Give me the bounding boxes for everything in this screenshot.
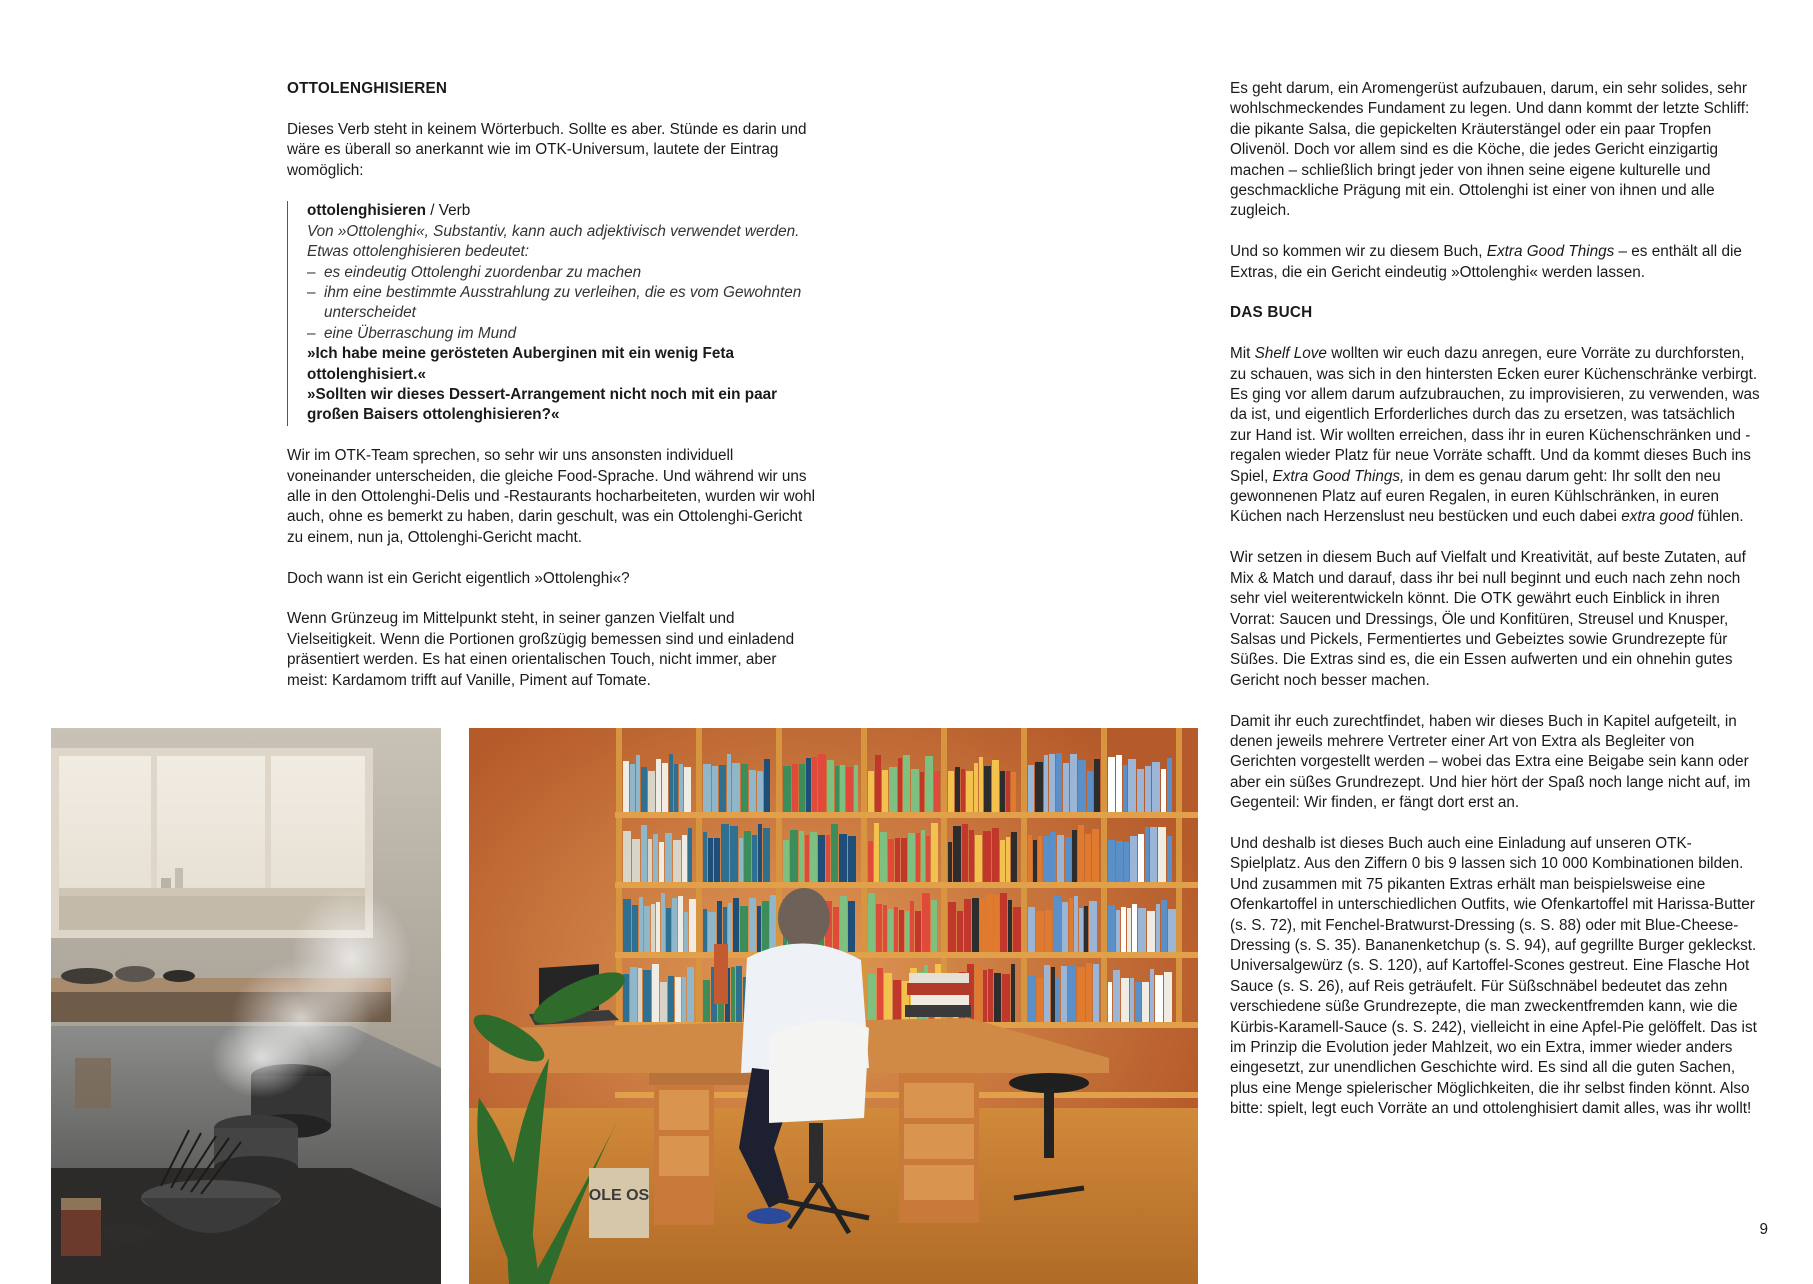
shelf-book — [661, 893, 665, 952]
shelf-book — [1084, 906, 1088, 952]
shelf-book — [703, 980, 710, 1022]
body-paragraph: Wenn Grünzeug im Mittelpunkt steht, in seiner ganzen Vielfalt und Vielseitigkeit. Wenn die Portionen großzügig bemessen sind und einladend präsentiert werden. Es hat einen orientalischen Touch, nicht immer, aber meist: Kardamom trifft auf Vanille, Piment auf Tomate. — [287, 610, 795, 689]
shelf-book — [732, 763, 740, 812]
shelf-book — [1167, 758, 1172, 812]
office-library-photo — [469, 728, 1198, 1284]
shelf-book — [1108, 840, 1115, 882]
shelf-book — [880, 832, 887, 882]
shelf-book — [1028, 835, 1032, 882]
shelf-book — [854, 765, 858, 812]
shelf-book — [877, 968, 883, 1022]
shelf-book — [1044, 965, 1050, 1022]
shelf-book — [916, 833, 920, 882]
shelf-book — [630, 967, 637, 1022]
kitchen-photo — [51, 728, 441, 1284]
shelf-book — [1145, 827, 1149, 882]
shelf-book — [888, 909, 893, 952]
shelf-book — [1056, 753, 1062, 812]
shelf-book — [1077, 967, 1085, 1022]
shelf-book — [799, 831, 804, 882]
shelf-book — [758, 824, 762, 882]
shelf-book — [876, 904, 882, 952]
shelf-book — [1161, 769, 1166, 812]
shelf-book — [972, 898, 979, 952]
shelf-book — [1033, 840, 1037, 882]
shelf-book — [783, 766, 791, 812]
shelf-book — [1011, 964, 1015, 1022]
shelf-book — [833, 907, 839, 952]
shelf-book — [749, 770, 756, 812]
shelf-book — [1150, 827, 1157, 882]
shelf-book — [888, 839, 894, 882]
shelf-book — [656, 759, 661, 812]
book-title-italic: Extra Good Things — [1486, 243, 1615, 261]
shelf-book — [1011, 772, 1016, 812]
shelf-book — [641, 825, 647, 882]
shelf-book — [1053, 896, 1061, 952]
shelf-book — [1164, 972, 1172, 1022]
shelf-book — [1013, 907, 1021, 952]
text-run: wollten wir euch dazu anregen, eure Vorräte zu durchforsten, zu schauen, was sich in den hintersten Ecken eurer Küchenschränke verbirgt. Es ging vor allem darum aufzubrauchen, zu improvisieren, zu verwenden, was da ist, und eigentlich Erforderliches durch das zu ersetzen, was tatsächlich zur Hand ist. Wir wollten erreichen, dass ihr in euren Küchenschränken und -regalen wieder Platz für neue Vorräte schafft. Und da kommt dieses Buch ins Spiel, — [1230, 345, 1760, 485]
body-paragraph: Und deshalb ist dieses Buch auch eine Einladung auf unseren OTK-Spielplatz. Aus den Ziffern 0 bis 9 lassen sich 10 000 Kombinationen bilden. Und zusammen mit 75 pikanten Extras erhält man beispielsweise eine Ofenkartoffel in unterschiedlichen Outfits, wie Ofenkartoffel mit Harissa-Butter (s. S. 72), mit Fenchel-Bratwurst-Dressing (s. S. 88) oder mit Blue-Cheese-Dressing (s. S. 35). Bananenketchup (s. S. 94), auf gegrillte Burger gekleckst. Universalgewürz (s. S. 120), auf Kartoffel-Scones gestreut. Eine Flasche Hot Sauce (s. S. 26), auf Reis geträufelt. Für Süßschnäbel bedeutet das zehn verschiedene süße Grundrezepte, die man zweckentfremden kann, wie die Kürbis-Karamell-Sauce (s. S. 242), vielleicht in eine Apfel-Pie gelöffelt. Das ist im Prinzip die Evolution jeder Mahlzeit, wo ein Extra, immer wieder anders eingesetzt, zur unendlichen Geschichte wird. Es sind all die guten Sachen, plus eine Menge spielerischer Möglichkeiten, die ihr selbst finden könnt. Also bitte: spielt, legt euch Vorräte an und ottolenghisiert damit alles, was ihr wollt! — [1230, 834, 1757, 1118]
entry-word-class: / Verb — [425, 202, 471, 220]
shelf-book — [1161, 900, 1167, 952]
shelf-book — [703, 764, 711, 812]
shelf-book — [1006, 837, 1010, 882]
shelf-book — [703, 832, 707, 882]
emphasis-italic: extra good — [1621, 508, 1694, 526]
shelf-book — [840, 896, 847, 952]
shelf-book — [1079, 908, 1083, 952]
shelf-book — [810, 832, 817, 882]
shelf-book — [1000, 771, 1005, 812]
entry-meaning: – es eindeutig Ottolenghi zuordenbar zu machen — [307, 263, 817, 283]
shelf-book — [660, 982, 667, 1022]
shelf-book — [674, 764, 678, 812]
shelf-book — [636, 755, 640, 812]
shelf-book — [839, 834, 847, 882]
shelf-book — [1002, 974, 1010, 1022]
shelf-book — [1006, 771, 1010, 812]
shelf-book — [799, 764, 805, 812]
shelf-book — [908, 833, 915, 882]
shelf-book — [749, 898, 756, 952]
shelf-board — [615, 882, 1198, 888]
shelf-book — [812, 757, 817, 812]
shelf-book — [1138, 908, 1146, 952]
shelf-book — [623, 831, 631, 882]
shelf-book — [744, 831, 751, 882]
shelf-book — [1062, 902, 1068, 952]
body-paragraph — [1230, 242, 1760, 283]
shelf-book — [848, 836, 856, 882]
shelf-book — [806, 758, 811, 812]
shelf-book — [934, 771, 940, 812]
left-text-column — [287, 79, 817, 712]
shelf-book — [1108, 905, 1115, 952]
text-run: Mit — [1230, 345, 1255, 363]
entry-term: ottolenghisieren — [307, 202, 426, 220]
entry-term-line — [307, 201, 817, 221]
book-title-italic: Extra Good Things, — [1272, 467, 1405, 485]
shelf-book — [994, 895, 999, 952]
shelf-book — [974, 763, 978, 812]
shelf-book — [901, 838, 907, 882]
shelf-book — [1113, 970, 1120, 1022]
shelf-book — [1132, 904, 1137, 952]
shelf-book — [682, 835, 687, 882]
shelf-book — [1070, 754, 1077, 812]
shelf-book — [915, 911, 921, 952]
shelf-book — [741, 764, 748, 812]
shelf-board — [615, 952, 1198, 958]
shelf-book — [953, 826, 961, 882]
shelf-book — [903, 755, 910, 812]
text-run: Und so kommen wir zu diesem Buch, — [1230, 243, 1487, 261]
shelf-book — [712, 766, 718, 812]
body-paragraph: Doch wann ist ein Gericht eigentlich »Ottolenghi«? — [287, 569, 630, 587]
shelf-book — [1056, 977, 1060, 1022]
shelf-book — [1093, 964, 1099, 1022]
shelf-book — [763, 828, 770, 882]
shelf-book — [883, 905, 887, 952]
shelf-book — [757, 771, 763, 812]
shelf-book — [653, 834, 658, 882]
shelf-book — [868, 974, 876, 1022]
shelf-book — [1142, 982, 1149, 1022]
shelf-book — [1045, 910, 1052, 952]
shelf-book — [1050, 832, 1056, 882]
shelf-book — [638, 968, 642, 1022]
shelf-book — [910, 901, 914, 952]
shelf-book — [922, 893, 930, 952]
shelf-book — [1152, 762, 1160, 812]
shelf-book — [708, 838, 713, 882]
right-text-column — [1230, 79, 1760, 1140]
shelf-book — [790, 830, 798, 882]
shelf-book — [648, 771, 655, 812]
text-run: – es enthält all die Extras, die ein Gericht eindeutig »Ottolenghi« werden lassen. — [1230, 243, 1742, 281]
shelf-book — [644, 906, 650, 952]
shelf-book — [818, 754, 826, 812]
body-paragraph: Wir im OTK-Team sprechen, so sehr wir uns ansonsten individuell voneinander unterscheiden, die gleiche Food-Sprache. Und während wir uns alle in den Ottolenghi-Delis und -Restaurants hocharbeiteten, wurden wir wohl auch, ohne es bemerkt zu haben, darin geschult, was ein Ottolenghi-Gericht zu einem, nun ja, Ottolenghi-Gericht macht. — [287, 447, 816, 546]
shelf-book — [889, 767, 897, 812]
entry-meaning: – eine Überraschung im Mund — [307, 324, 817, 344]
shelf-book — [983, 970, 987, 1022]
shelf-book — [969, 830, 974, 882]
shelf-book — [727, 754, 731, 812]
shelf-book — [961, 769, 965, 812]
shelf-book — [1138, 834, 1144, 882]
shelf-book — [827, 760, 834, 812]
shelf-book — [623, 899, 631, 952]
shelf-book — [1158, 827, 1166, 882]
shelf-book — [1065, 837, 1071, 882]
shelf-book — [921, 830, 925, 882]
shelf-book — [931, 900, 937, 952]
shelf-book — [1145, 766, 1151, 812]
entry-example: »Ich habe meine gerösteten Auberginen mit ein wenig Feta ottolenghisiert.« — [307, 345, 734, 383]
shelf-book — [957, 911, 963, 952]
shelf-book — [669, 754, 673, 812]
shelf-book — [964, 899, 971, 952]
shelf-book — [1057, 835, 1064, 882]
shelf-book — [739, 838, 743, 882]
shelf-book — [882, 770, 888, 812]
shelf-book — [684, 767, 691, 812]
shelf-book — [656, 902, 660, 952]
shelf-book — [736, 966, 742, 1022]
shelf-book — [840, 765, 845, 812]
shelf-book — [623, 761, 629, 812]
shelf-book — [1123, 765, 1127, 812]
bag-print-text: OLE OS — [588, 1187, 650, 1204]
entry-meaning: – ihm eine bestimmte Ausstrahlung zu verleihen, die es vom Gewohnten unterscheidet — [307, 283, 817, 324]
shelf-book — [1155, 975, 1163, 1022]
shelf-book — [1061, 966, 1067, 1022]
shelf-book — [984, 766, 991, 812]
shelf-book — [988, 969, 993, 1022]
shelf-book — [911, 769, 919, 812]
shelf-book — [1049, 754, 1055, 812]
shelf-book — [643, 970, 651, 1022]
shelf-book — [675, 977, 681, 1022]
shelf-book — [632, 905, 638, 952]
shelf-book — [1037, 978, 1043, 1022]
shelf-book — [955, 767, 960, 812]
shelf-book — [1036, 911, 1044, 952]
shelf-board — [615, 812, 1198, 818]
shelf-book — [1116, 910, 1120, 952]
shelf-book — [894, 907, 898, 952]
shelf-book — [728, 903, 732, 952]
shelf-book — [962, 824, 968, 882]
shelf-book — [783, 840, 789, 882]
shelf-book — [682, 977, 686, 1022]
shelf-book — [1072, 830, 1077, 882]
shelf-book — [1087, 771, 1093, 812]
shelf-book — [835, 766, 839, 812]
shelf-book — [1035, 762, 1043, 812]
shelf-book — [703, 909, 707, 952]
book-title-italic: Shelf Love — [1254, 345, 1327, 363]
shelf-book — [764, 759, 770, 812]
shelf-book — [719, 765, 726, 812]
shelf-book — [673, 840, 681, 882]
shelf-book — [1135, 982, 1141, 1022]
shelf-upright — [1176, 728, 1182, 1028]
shelf-book — [1000, 840, 1005, 882]
shelf-book — [648, 839, 652, 882]
shelf-book — [895, 838, 900, 882]
shelf-book — [1127, 908, 1131, 952]
shelf-book — [992, 828, 999, 882]
shelf-book — [1043, 836, 1049, 882]
shelf-book — [730, 826, 738, 882]
entry-definition: Von »Ottolenghi«, Substantiv, kann auch adjektivisch verwendet werden. Etwas ottolenghisieren bedeutet: — [307, 222, 800, 261]
shelf-book — [659, 842, 664, 882]
shelf-book — [1028, 765, 1034, 812]
shelf-book — [1137, 769, 1144, 812]
shelf-book — [994, 973, 1001, 1022]
shelf-book — [1086, 963, 1092, 1022]
shelf-book — [1078, 825, 1084, 882]
shelf-book — [899, 910, 904, 952]
shelf-book — [630, 764, 635, 812]
shelf-book — [1116, 755, 1122, 812]
shelf-book — [1074, 896, 1078, 952]
shelf-book — [1000, 893, 1007, 952]
shelf-book — [639, 897, 643, 952]
shelf-book — [874, 823, 879, 882]
shelf-upright — [696, 728, 702, 1028]
text-run: fühlen. — [1693, 508, 1744, 526]
shelf-book — [752, 835, 757, 882]
shelf-book — [898, 758, 902, 812]
shelf-book — [983, 831, 991, 882]
shelf-book — [1092, 829, 1099, 882]
shelf-book — [1167, 836, 1172, 882]
shelf-book — [1116, 841, 1123, 882]
section-heading-das-buch: DAS BUCH — [1230, 304, 1313, 322]
shelf-book — [868, 893, 875, 952]
shelf-book — [884, 973, 892, 1022]
shelf-book — [672, 898, 677, 952]
shelf-book — [1108, 757, 1115, 812]
shelf-book — [992, 760, 999, 812]
shelf-book — [757, 906, 761, 952]
shelf-upright — [1021, 728, 1027, 1028]
shelf-book — [714, 838, 720, 882]
shelf-book — [1028, 907, 1035, 952]
shelf-book — [684, 912, 688, 952]
shelf-book — [687, 967, 694, 1022]
shelf-book — [1150, 969, 1154, 1022]
dictionary-entry — [287, 201, 817, 425]
shelf-book — [868, 771, 874, 812]
shelf-book — [632, 839, 640, 882]
shelf-book — [1121, 978, 1129, 1022]
shelf-book — [979, 757, 983, 812]
shelf-book — [931, 823, 938, 882]
shelf-book — [925, 756, 933, 812]
shelf-book — [652, 964, 659, 1022]
shelf-book — [975, 835, 982, 882]
body-paragraph: Wir setzen in diesem Buch auf Vielfalt und Kreativität, auf beste Zutaten, auf Mix & Match und darauf, dass ihr bei null beginnt und euch nach zehn noch sehr viel weiterentwickeln könnt. Die OTK gewährt euch Einblick in ihren Vorrat: Saucen und Dressings, Öle und Konfitüren, Streusel und Knusper, Salsas und Pickels, Fermentiertes und Gebeiztes sowie Grundrezepte für Süßes. Die Extras sind es, die ein Essen aufwerten und ein ohnehin gutes Gericht noch besser machen. — [1230, 549, 1746, 689]
shelf-book — [662, 763, 668, 812]
shelf-book — [688, 828, 692, 882]
shelf-book — [1168, 909, 1176, 952]
shelf-book — [740, 906, 748, 952]
shelf-book — [1069, 898, 1073, 952]
shelf-book — [966, 771, 973, 812]
shelf-book — [689, 899, 697, 952]
shelf-book — [668, 976, 674, 1022]
shelf-book — [1008, 900, 1012, 952]
shelf-book — [1089, 901, 1097, 952]
body-paragraph — [1230, 344, 1760, 528]
shelf-book — [721, 824, 729, 882]
shelf-book — [1051, 967, 1055, 1022]
shelf-book — [1130, 836, 1137, 882]
entry-example: »Sollten wir dieses Dessert-Arrangement nicht noch mit ein paar großen Baisers ottolenghisieren?« — [307, 386, 778, 424]
text-run: in dem es genau darum geht: Ihr sollt den neu gewonnenen Platz auf euren Regalen, in euren Kühlschränken, in euren Küchen nach Herzenslust neu bestücken und euch dabei — [1230, 467, 1721, 526]
shelf-book — [1124, 842, 1129, 882]
shelf-book — [980, 899, 985, 952]
shelf-book — [1028, 975, 1036, 1022]
shelf-book — [986, 894, 993, 952]
shelf-book — [651, 904, 655, 952]
shelf-book — [762, 901, 769, 952]
shelf-book — [666, 908, 671, 952]
shelf-book — [1044, 755, 1048, 812]
shelf-book — [831, 824, 838, 882]
shelf-book — [848, 901, 855, 952]
shelf-book — [1108, 982, 1112, 1022]
shelf-book — [905, 911, 909, 952]
shelf-book — [1085, 834, 1091, 882]
shelf-book — [1147, 911, 1155, 952]
shelf-upright — [1101, 728, 1107, 1028]
shelf-book — [1130, 978, 1134, 1022]
section-heading-ottolenghisieren: OTTOLENGHISIEREN — [287, 80, 448, 97]
shelf-book — [1121, 907, 1126, 952]
intro-paragraph: Dieses Verb steht in keinem Wörterbuch. Sollte es aber. Stünde es darin und wäre es überall so anerkannt wie im OTK-Universum, lautete der Eintrag womöglich: — [287, 120, 807, 179]
shelf-book — [678, 896, 683, 952]
shelf-book — [731, 967, 735, 1022]
shelf-book — [665, 833, 672, 882]
shelf-book — [920, 772, 924, 812]
shelf-book — [1011, 832, 1017, 882]
shelf-book — [641, 767, 647, 812]
shelf-book — [948, 842, 952, 882]
shelf-book — [1128, 759, 1136, 812]
shelf-book — [893, 980, 901, 1022]
shelf-book — [875, 755, 881, 812]
shelf-book — [818, 835, 825, 882]
entry-meanings-list — [307, 263, 817, 345]
shelf-book — [846, 767, 853, 812]
shelf-book — [1063, 763, 1069, 812]
shelf-book — [1156, 904, 1160, 952]
shelf-book — [1038, 836, 1042, 882]
shelf-book — [926, 836, 930, 882]
body-paragraph: Es geht darum, ein Aromengerüst aufzubauen, darum, ein sehr solides, sehr wohlschmeckendes Fundament zu legen. Und dann kommt der letzte Schliff: die pikante Salsa, die gepickelten Kräuterstängel oder ein paar Tropfen Olivenöl. Doch vor allem sind es die Köche, die jedes Gericht einzigartig machen – schließlich bringt jeder von ihnen seine eigene kulturelle und geschmackliche Prägung mit ein. Ottolenghi ist einer von ihnen und alle zugleich. — [1230, 80, 1750, 220]
shelf-book — [1068, 965, 1076, 1022]
shelf-book — [868, 841, 873, 882]
shelf-book — [792, 764, 798, 812]
shelf-book — [1094, 759, 1100, 812]
shelf-book — [975, 966, 982, 1022]
shelf-book — [733, 898, 739, 952]
shelf-book — [826, 835, 830, 882]
shelf-book — [948, 771, 954, 812]
body-paragraph: Damit ihr euch zurechtfindet, haben wir dieses Buch in Kapitel aufgeteilt, in denen jeweils mehrere Vertreter einer Art von Extra als Begleiter von Gerichten vorgestellt werden – wobei das Extra eine Beigabe sein kann oder aber ein süßes Grundrezept. Und hier hört der Spaß noch lange nicht auf, im Gegenteil: Wir finden, er fängt dort erst an. — [1230, 712, 1751, 812]
page-number: 9 — [1759, 1221, 1768, 1238]
shelf-book — [1078, 760, 1086, 812]
shelf-book — [679, 764, 683, 812]
shelf-book — [948, 902, 956, 952]
shelf-book — [805, 835, 809, 882]
